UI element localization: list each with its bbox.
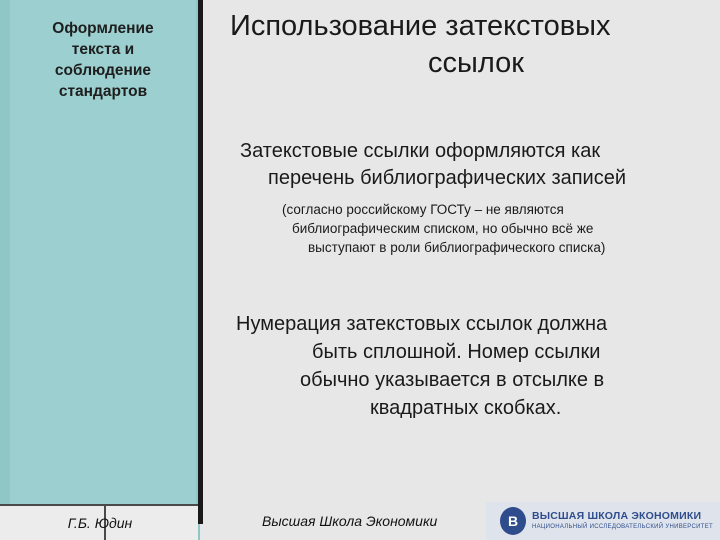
slide-title	[230, 8, 700, 82]
hse-logo	[486, 502, 720, 540]
paragraph-line: Нумерация затекстовых ссылок должна	[236, 313, 608, 335]
logo-subtext: НАЦИОНАЛЬНЫЙ ИССЛЕДОВАТЕЛЬСКИЙ УНИВЕРСИТЕТ	[532, 524, 714, 530]
note-line: (согласно российскому ГОСТу – не являются	[282, 202, 564, 217]
school-name: Высшая Школа Экономики	[262, 513, 438, 529]
sidebar-footer	[0, 504, 198, 540]
sidebar-title: Оформление текста и соблюдение стандартов	[52, 20, 154, 100]
hse-emblem-icon: B	[500, 507, 526, 535]
author-name: Г.Б. Юдин	[67, 515, 133, 531]
vertical-divider	[198, 0, 203, 524]
paragraph-line: квадратных скобках.	[370, 397, 562, 419]
paragraph-references	[240, 138, 700, 192]
paragraph-line: быть сплошной. Номер ссылки	[312, 341, 601, 363]
paragraph-line: Затекстовые ссылки оформляются как	[240, 140, 601, 162]
note-line: выступают в роли библиографического списка)	[308, 240, 606, 255]
paragraph-line: обычно указывается в отсылке в	[300, 369, 605, 391]
note-line: библиографическим списком, но обычно всё же	[292, 221, 594, 236]
slide-title-line: ссылок	[428, 47, 524, 79]
slide-title-line: Использование затекстовых	[230, 10, 611, 42]
paragraph-numbering	[236, 310, 706, 422]
logo-text: ВЫСШАЯ ШКОЛА ЭКОНОМИКИ	[532, 510, 702, 522]
paragraph-line: перечень библиографических записей	[268, 167, 627, 189]
gost-note	[282, 200, 702, 257]
